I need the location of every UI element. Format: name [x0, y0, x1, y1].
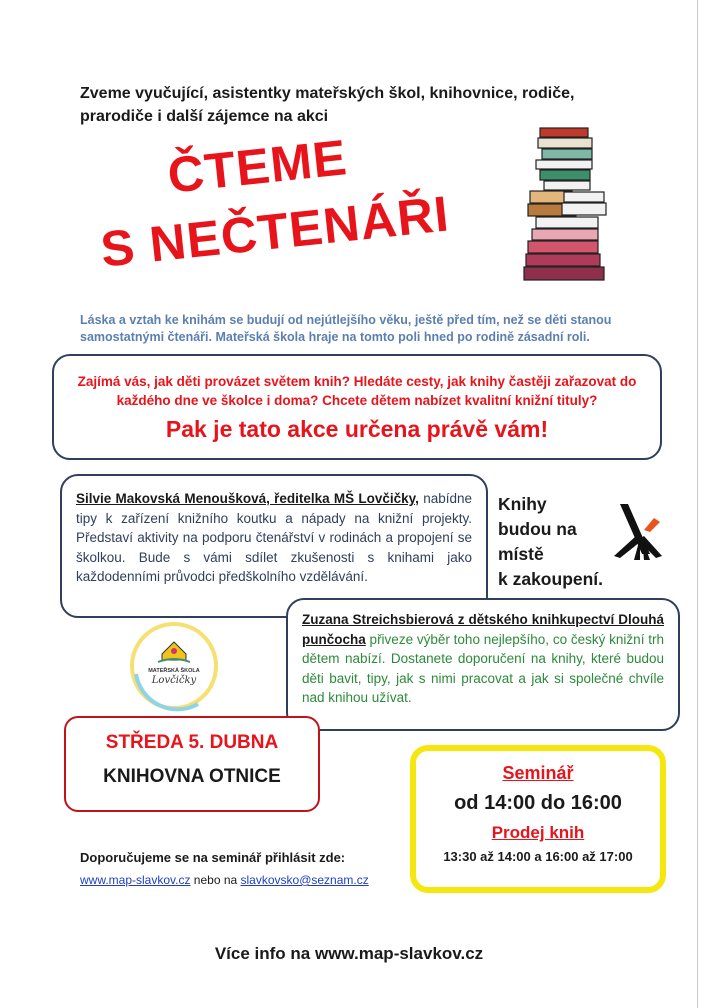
- question-text: Zajímá vás, jak děti provázet světem knih? Hledáte cesty, jak knihy častěji zařazovat do každého dne ve školce i doma? Chcete dětem nabízet kvalitní knižní tituly?: [77, 374, 637, 408]
- books-sale-line-1: Knihy: [498, 494, 547, 514]
- speaker-1-box: [60, 474, 488, 618]
- seminar-time: od 14:00 do 16:00: [454, 792, 622, 814]
- question-highlight: Pak je tato akce určena právě vám!: [165, 416, 549, 442]
- books-sale-line-4: k zakoupení.: [498, 569, 604, 589]
- speaker-1-text: nabídne tipy k zařízení knižního koutku a nápady na knižní projekty. Představí aktivity na podporu čtenářství v rodinách a propojení se školkou. Bude s vámi sdílet zkušenosti s knihami jako každodenními průvodci předškolního vzdělávání.: [76, 491, 472, 584]
- seminar-label: Seminář: [502, 763, 574, 783]
- speaker-2-text: přiveze výběr toho nejlepšího, co český knižní trh dětem nabízí. Dostanete doporučení na knihy, které budou děti bavit, tipy, jak s nimi pracovat a jak si společné chvíle nad knihou užívat.: [302, 631, 664, 705]
- logo-name-text: Lovčičky: [151, 675, 197, 686]
- books-sale-note: [498, 492, 628, 592]
- lead-paragraph: Láska a vztah ke knihám se budují od nejútlejšího věku, ještě před tím, než se děti stanou samostatnými čtenáři. Mateřská škola hraje na tomto poli hned po rodině zásadní roli.: [80, 313, 612, 344]
- book-sale-label: Prodej knih: [491, 823, 585, 842]
- invitation-line-2: prarodiče i další zájemce na akci: [80, 108, 329, 125]
- bookshop-logo-icon: [610, 500, 668, 562]
- website-link[interactable]: www.map-slavkov.cz: [80, 873, 191, 887]
- registration-links: [80, 873, 369, 887]
- speaker-1-name: Silvie Makovská Menoušková, ředitelka MŠ Lovčičky,: [76, 491, 419, 506]
- event-info-box: [64, 716, 320, 812]
- page-edge-line: [697, 0, 698, 1008]
- footer-more-info: Více info na www.map-slavkov.cz: [214, 944, 484, 963]
- event-place: KNIHOVNA OTNICE: [103, 766, 281, 787]
- book-stack-icon: [518, 118, 618, 288]
- email-link[interactable]: slavkovsko@seznam.cz: [240, 873, 369, 887]
- logo-school-text: MATEŘSKÁ ŠKOLA: [148, 668, 200, 674]
- question-box: [52, 354, 662, 460]
- invitation-line-1: Zveme vyučující, asistentky mateřských škol, knihovnice, rodiče,: [80, 85, 575, 102]
- books-sale-line-2: budou na: [498, 519, 577, 539]
- book-sale-time: 13:30 až 14:00 a 16:00 až 17:00: [443, 849, 633, 864]
- event-date: STŘEDA 5. DUBNA: [105, 732, 279, 753]
- books-sale-line-3: místě: [498, 544, 544, 564]
- kindergarten-logo-icon: [128, 620, 220, 712]
- speaker-2-name: Zuzana Streichsbierová z dětského knihkupectví Dlouhá punčocha: [302, 612, 664, 647]
- registration-heading: Doporučujeme se na seminář přihlásit zde:: [80, 850, 346, 865]
- event-title-line-1: ČTEME: [165, 129, 350, 204]
- registration-connector: nebo na: [190, 873, 241, 887]
- schedule-box: [410, 745, 666, 893]
- speaker-2-box: [286, 598, 680, 731]
- event-title-line-2: S NEČTENÁŘI: [98, 185, 452, 278]
